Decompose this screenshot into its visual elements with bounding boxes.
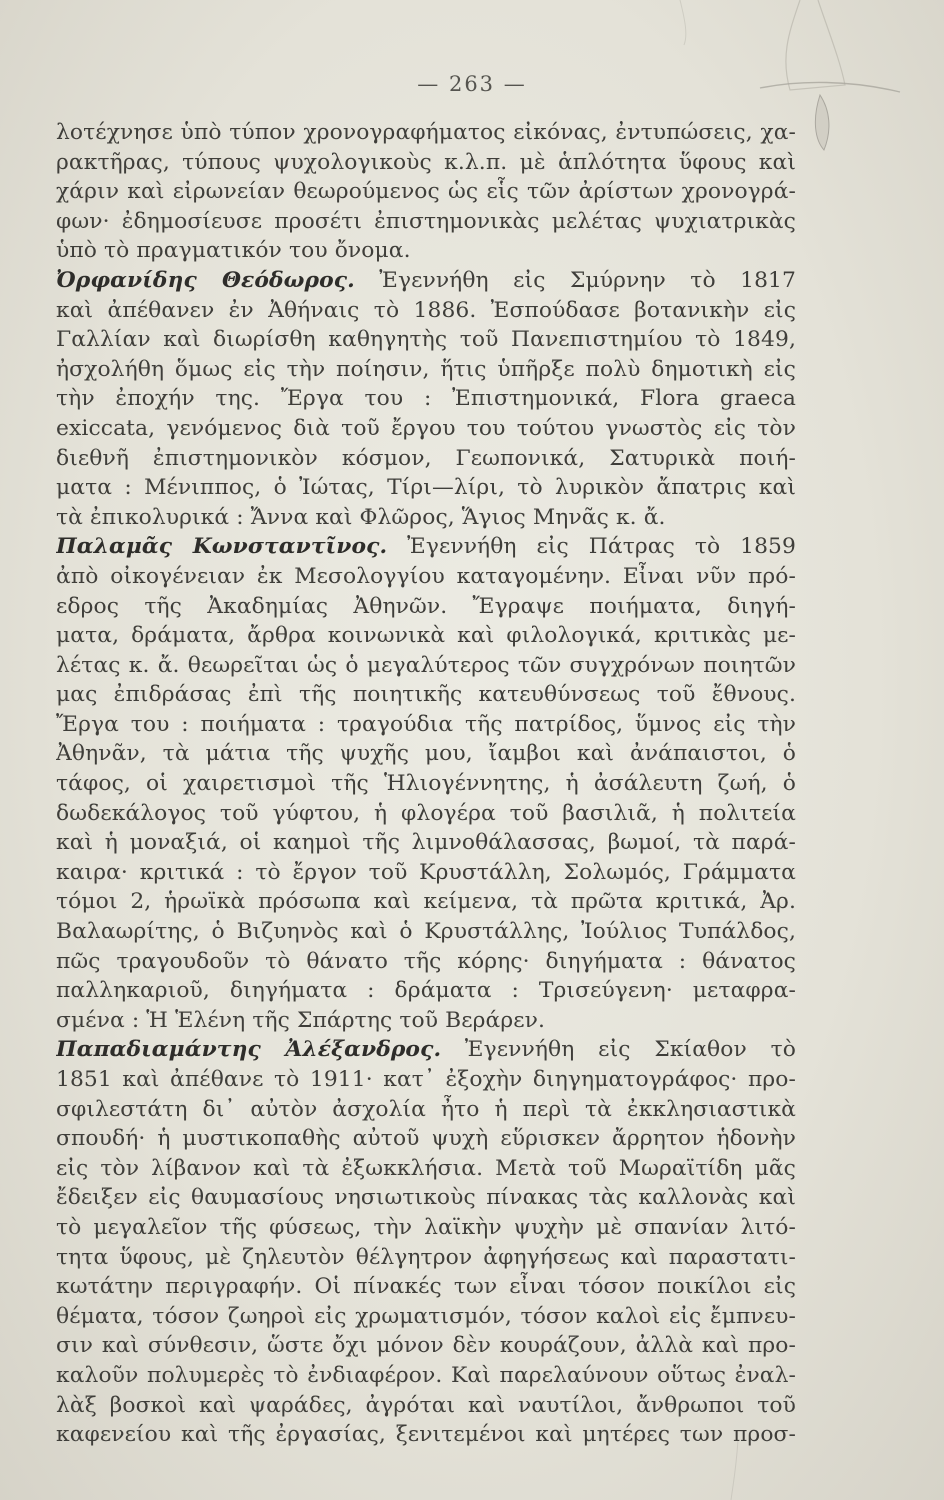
text-line: [56, 1124, 796, 1154]
line-text: σμένα : Ἡ Ἑλένη τῆς Σπάρτης τοῦ Βεράρεν.: [56, 1007, 546, 1033]
text-line: [56, 236, 796, 266]
text-line: [56, 384, 796, 414]
page-number: — 263 —: [417, 72, 527, 96]
entry-name: Ὀρφανίδης Θεόδωρος.: [56, 267, 355, 293]
line-text: φων· ἐδημοσίευσε προσέτι ἐπιστημονικὰς μελέτας ψυχιατρικὰς: [56, 208, 796, 234]
text-line: [56, 828, 796, 858]
line-text: μας ἐπιδράσας ἐπὶ τῆς ποιητικῆς κατευθύνσεως τοῦ ἔθνους.: [56, 682, 796, 708]
text-line: [56, 1420, 796, 1450]
text-line: [56, 799, 796, 829]
text-line: [56, 739, 796, 769]
body-text: [56, 118, 796, 1450]
text-line: [56, 1095, 796, 1125]
line-text: καφενείου καὶ τῆς ἐργασίας, ξενιτεμένοι καὶ μητέρες των προσ-: [56, 1422, 796, 1448]
line-text: Ἐγεννήθη εἰς Πάτρας τὸ 1859: [387, 534, 796, 560]
line-text: ματα, δράματα, ἄρθρα κοινωνικὰ καὶ φιλολογικά, κριτικὰς με-: [56, 623, 796, 649]
text-line: [56, 887, 796, 917]
text-line: [56, 976, 796, 1006]
text-line: [56, 532, 796, 562]
text-line: [56, 947, 796, 977]
line-text: Ἐγεννήθη εἰς Σμύρνην τὸ 1817: [354, 267, 796, 293]
text-line: [56, 680, 796, 710]
text-line: [56, 207, 796, 237]
line-text: σφιλεστάτη δι᾽ αὐτὸν ἀσχολία ἦτο ἡ περὶ τὰ ἐκκλησιαστικὰ: [56, 1096, 796, 1122]
line-text: Βαλαωρίτης, ὁ Βιζυηνὸς καὶ ὁ Κρυστάλλης, Ἰούλιος Τυπάλδος,: [56, 919, 796, 945]
line-text: δωδεκάλογος τοῦ γύφτου, ἡ φλογέρα τοῦ βασιλιᾶ, ἡ πολιτεία: [56, 800, 796, 826]
line-text: σιν καὶ σύνθεσιν, ὥστε ὄχι μόνον δὲν κουράζουν, ἀλλὰ καὶ προ-: [56, 1333, 796, 1359]
text-line: [56, 1302, 796, 1332]
line-text: τὰ ἐπικολυρικά : Ἄννα καὶ Φλῶρος, Ἅγιος Μηνᾶς κ. ἄ.: [56, 504, 666, 530]
line-text: ἠσχολήθη ὅμως εἰς τὴν ποίησιν, ἥτις ὑπῆρξε πολὺ δημοτικὴ εἰς: [56, 356, 796, 382]
line-text: τόμοι 2, ἡρωϊκὰ πρόσωπα καὶ κείμενα, τὰ πρῶτα κριτικά, Ἀρ.: [56, 889, 796, 915]
line-text: εἰς τὸν λίβανον καὶ τὰ ἐξωκκλήσια. Μετὰ τοῦ Μωραϊτίδη μᾶς: [56, 1155, 796, 1181]
line-text: τητα ὕφους, μὲ ζηλευτὸν θέλγητρον ἀφηγήσεως καὶ παραστατι-: [56, 1244, 796, 1270]
line-text: τὴν ἐποχήν της. Ἔργα του : Ἐπιστημονικά, Flora graeca: [56, 386, 796, 412]
text-line: [56, 118, 796, 148]
text-line: [56, 917, 796, 947]
line-text: καὶ ἀπέθανεν ἐν Ἀθήναις τὸ 1886. Ἐσπούδασε βοτανικὴν εἰς: [56, 297, 796, 323]
entry-name: Παπαδιαμάντης Ἀλέξανδρος.: [56, 1037, 442, 1063]
text-line: [56, 1272, 796, 1302]
text-line: [56, 355, 796, 385]
text-line: [56, 1035, 796, 1065]
line-text: πῶς τραγουδοῦν τὸ θάνατο τῆς κόρης· διηγήματα : θάνατος: [56, 948, 796, 974]
line-text: ὑπὸ τὸ πραγματικόν του ὄνομα.: [56, 238, 411, 264]
line-text: ἀπὸ οἰκογένειαν ἐκ Μεσολογγίου καταγομένην. Εἶναι νῦν πρό-: [56, 563, 796, 589]
text-line: [56, 769, 796, 799]
line-text: κωτάτην περιγραφήν. Οἱ πίνακές των εἶναι τόσον ποικίλοι εἰς: [56, 1274, 796, 1300]
text-line: [56, 1331, 796, 1361]
line-text: καιρα· κριτικά : τὸ ἔργον τοῦ Κρυστάλλη, Σολωμός, Γράμματα: [56, 859, 796, 885]
text-line: [56, 1183, 796, 1213]
line-text: καλοῦν πολυμερὲς τὸ ἐνδιαφέρον. Καὶ παρελαύνουν οὕτως ἐναλ-: [56, 1362, 796, 1388]
line-text: διεθνῆ ἐπιστημονικὸν κόσμον, Γεωπονικά, Σατυρικὰ ποιή-: [56, 445, 796, 471]
text-line: [56, 1065, 796, 1095]
line-text: ἔδειξεν εἰς θαυμασίους νησιωτικοὺς πίνακας τὰς καλλονὰς καὶ: [56, 1185, 796, 1211]
line-text: Ἐγεννήθη εἰς Σκίαθον τὸ: [441, 1037, 796, 1063]
text-line: [56, 296, 796, 326]
text-line: [56, 503, 796, 533]
text-line: [56, 562, 796, 592]
line-text: τάφος, οἱ χαιρετισμοὶ τῆς Ἡλιογέννητης, ἡ ἀσάλευτη ζωή, ὁ: [56, 771, 796, 797]
line-text: Ἔργα του : ποιήματα : τραγούδια τῆς πατρίδος, ὕμνος εἰς τὴν: [56, 711, 796, 737]
paragraph: [56, 118, 796, 266]
line-text: exiccata, γενόμενος διὰ τοῦ ἔργου του τούτου γνωστὸς εἰς τὸν: [56, 415, 796, 441]
text-line: [56, 444, 796, 474]
line-text: καὶ ἡ μοναξιά, οἱ καημοὶ τῆς λιμνοθάλασσας, βωμοί, τὰ παρά-: [56, 830, 796, 856]
text-line: [56, 710, 796, 740]
text-line: [56, 325, 796, 355]
text-line: [56, 1391, 796, 1421]
text-line: [56, 1243, 796, 1273]
line-text: σπουδή· ἡ μυστικοπαθὴς αὐτοῦ ψυχὴ εὕρισκεν ἄρρητον ἡδονὴν: [56, 1126, 796, 1152]
text-line: [56, 621, 796, 651]
text-line: [56, 473, 796, 503]
line-text: λέτας κ. ἄ. θεωρεῖται ὡς ὁ μεγαλύτερος τῶν συγχρόνων ποιητῶν: [56, 652, 796, 678]
line-text: Ἀθηνᾶν, τὰ μάτια τῆς ψυχῆς μου, ἴαμβοι καὶ ἀνάπαιστοι, ὁ: [56, 741, 796, 767]
line-text: 1851 καὶ ἀπέθανε τὸ 1911· κατ᾽ ἐξοχὴν διηγηματογράφος· προ-: [56, 1067, 796, 1092]
line-text: λὰξ βοσκοὶ καὶ ψαράδες, ἀγρόται καὶ ναυτίλοι, ἄνθρωποι τοῦ: [56, 1392, 796, 1418]
text-line: [56, 592, 796, 622]
text-line: [56, 1213, 796, 1243]
line-text: χάριν καὶ εἰρωνείαν θεωρούμενος ὡς εἷς τῶν ἀρίστων χρονογρά-: [56, 179, 796, 205]
line-text: παλληκαριοῦ, διηγήματα : δράματα : Τρισεύγενη· μεταφρα-: [56, 978, 796, 1004]
line-text: ρακτῆρας, τύπους ψυχολογικοὺς κ.λ.π. μὲ ἁπλότητα ὕφους καὶ: [56, 149, 796, 175]
text-line: [56, 266, 796, 296]
text-line: [56, 414, 796, 444]
text-line: [56, 651, 796, 681]
text-line: [56, 1361, 796, 1391]
line-text: ματα : Μένιππος, ὁ Ἰώτας, Τίρι—λίρι, τὸ λυρικὸν ἄπατρις καὶ: [56, 475, 796, 501]
text-line: [56, 177, 796, 207]
line-text: εδρος τῆς Ἀκαδημίας Ἀθηνῶν. Ἔγραψε ποιήματα, διηγή-: [56, 593, 796, 619]
line-text: Γαλλίαν καὶ διωρίσθη καθηγητὴς τοῦ Πανεπιστημίου τὸ 1849,: [56, 327, 796, 353]
text-line: [56, 1006, 796, 1036]
paragraph: [56, 532, 796, 1035]
text-line: [56, 148, 796, 178]
text-line: [56, 858, 796, 888]
text-line: [56, 1154, 796, 1184]
paragraph: [56, 1035, 796, 1449]
line-text: θέματα, τόσον ζωηροὶ εἰς χρωματισμόν, τόσον καλοὶ εἰς ἔμπνευ-: [56, 1303, 796, 1329]
line-text: λοτέχνησε ὑπὸ τύπον χρονογραφήματος εἰκόνας, ἐντυπώσεις, χα-: [56, 120, 796, 145]
entry-name: Παλαμᾶς Κωνσταντῖνος.: [56, 534, 388, 560]
line-text: τὸ μεγαλεῖον τῆς φύσεως, τὴν λαϊκὴν ψυχὴν μὲ σπανίαν λιτό-: [56, 1214, 796, 1240]
paragraph: [56, 266, 796, 532]
